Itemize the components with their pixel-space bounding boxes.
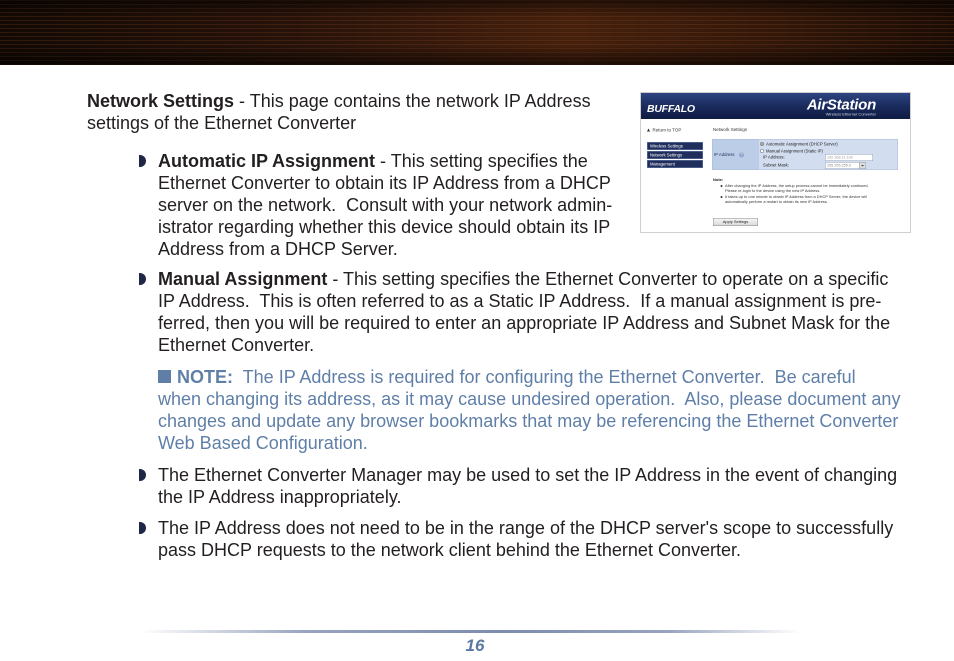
bullet-item-converter-manager xyxy=(158,464,897,508)
item-term: Automatic IP Assignment xyxy=(158,151,376,171)
text-run: ferred, then you will be required to enter an appropriate IP Address and Subnet Mask for the xyxy=(158,313,891,333)
text-line xyxy=(158,334,890,356)
text-line xyxy=(158,268,890,290)
text-line xyxy=(158,238,612,260)
text-run: - This setting specifies the xyxy=(375,151,588,171)
radio-option-automatic xyxy=(760,141,838,147)
text-line xyxy=(158,464,897,486)
intro-paragraph xyxy=(87,90,591,134)
screenshot-note-title: Note: xyxy=(713,177,724,182)
bullet-icon xyxy=(139,155,146,167)
item-term: Manual Assignment xyxy=(158,269,328,289)
return-to-top-link xyxy=(647,127,681,133)
radio-automatic-label: Automatic Assignment (DHCP Server) xyxy=(766,141,838,147)
text-run: - This page contains the network IP Address xyxy=(234,91,591,111)
text-line xyxy=(158,410,900,432)
note-label: NOTE: xyxy=(177,367,233,387)
text-line xyxy=(158,366,900,388)
text-run: Ethernet Converter. xyxy=(158,335,315,355)
nav-item-network-settings: Network Settings xyxy=(647,151,703,159)
page-number: 16 xyxy=(465,636,485,655)
bullet-dot-icon xyxy=(721,196,723,198)
text-run: pass DHCP requests to the network client behind the Ethernet Converter. xyxy=(158,540,741,560)
subnet-mask-value: 255.255.255.0 xyxy=(827,163,851,168)
screenshot-note-item xyxy=(725,195,867,205)
text-line xyxy=(87,90,591,112)
screenshot-page-title: Network Settings xyxy=(713,127,748,132)
nav-item-management: Management xyxy=(647,160,703,168)
ip-address-form xyxy=(712,139,898,170)
text-run: - This setting specifies the Ethernet Converter to operate on a specific xyxy=(327,269,889,289)
radio-automatic xyxy=(760,142,764,146)
text-line xyxy=(158,290,890,312)
bullet-item-automatic-ip-assignment xyxy=(158,150,612,260)
note-paragraph xyxy=(158,366,900,454)
apply-settings-button: Apply Settings xyxy=(713,218,758,226)
text-line xyxy=(158,150,612,172)
text-run: changes and update any browser bookmarks that may be referencing the Ethernet Converter xyxy=(158,411,899,431)
text-line xyxy=(158,539,893,561)
chevron-down-icon xyxy=(859,163,866,169)
text-line xyxy=(158,172,612,194)
bullet-item-dhcp-scope xyxy=(158,517,893,561)
text-run: Ethernet Converter to obtain its IP Address from a DHCP xyxy=(158,173,611,193)
screenshot-note-line: It takes up to one minute to obtain IP Address from a DHCP Server; the device will xyxy=(725,194,867,199)
text-run: The IP Address does not need to be in the range of the DHCP server's scope to successfully xyxy=(158,518,894,538)
text-run: IP Address. This is often referred to as a Static IP Address. If a manual assignment is pre- xyxy=(158,291,882,311)
screenshot-canvas xyxy=(641,93,910,232)
text-line xyxy=(158,216,612,238)
text-line xyxy=(158,388,900,410)
text-run: settings of the Ethernet Converter xyxy=(87,113,357,133)
text-run: Web Based Configuration. xyxy=(158,433,368,453)
screenshot-header-bar xyxy=(641,93,910,119)
subnet-mask-label: Subnet Mask: xyxy=(763,162,789,168)
bullet-item-manual-assignment xyxy=(158,268,890,356)
header-band xyxy=(0,0,954,65)
bullet-icon xyxy=(139,522,146,534)
text-run: The Ethernet Converter Manager may be used to set the IP Address in the event of changing xyxy=(158,465,898,485)
text-run: The IP Address is required for configuring the Ethernet Converter. Be careful xyxy=(233,367,856,387)
text-run: Address from a DHCP Server. xyxy=(158,239,398,259)
ip-address-field-label: IP Address xyxy=(714,152,735,157)
network-settings-screenshot xyxy=(641,93,910,232)
product-subtitle: Wireless Ethernet Converter xyxy=(825,112,876,117)
screenshot-note-item xyxy=(725,184,869,194)
help-icon: ? xyxy=(740,152,743,157)
bullet-icon xyxy=(139,469,146,481)
buffalo-logo: BUFFALO xyxy=(647,103,695,115)
airstation-logo: AirStation xyxy=(806,96,876,113)
text-line xyxy=(158,486,897,508)
text-line xyxy=(158,312,890,334)
ip-address-input: 192.168.11.100 xyxy=(825,154,873,161)
ip-address-label-cell xyxy=(713,140,759,170)
footer-rule xyxy=(140,630,800,633)
triangle-up-icon xyxy=(647,129,650,132)
radio-manual-label: Manual Assignment (Static IP) xyxy=(766,148,823,154)
bullet-icon xyxy=(139,273,146,285)
ip-address-label: IP Address: xyxy=(763,154,785,160)
text-line xyxy=(158,194,612,216)
subnet-mask-select xyxy=(825,162,866,169)
screenshot-note-line: Please re-login to the device using the new IP Address. xyxy=(725,188,821,193)
return-to-top-label: Return to TOP xyxy=(652,127,682,133)
bullet-dot-icon xyxy=(721,185,723,187)
screenshot-note-line: automatically perform a restart to obtain its new IP Address. xyxy=(725,199,828,204)
intro-term: Network Settings xyxy=(87,91,235,111)
radio-manual xyxy=(760,149,764,153)
text-line xyxy=(87,112,591,134)
text-run: when changing its address, as it may cause undesired operation. Also, please document any xyxy=(158,389,901,409)
text-run: the IP Address inappropriately. xyxy=(158,487,402,507)
text-line xyxy=(158,432,900,454)
screenshot-note-line: After changing the IP Address, the setup process cannot be immediately continued. xyxy=(725,183,869,188)
text-run: server on the network. Consult with your network admin- xyxy=(158,195,613,215)
text-line xyxy=(158,517,893,539)
nav-item-wireless-settings: Wireless Settings xyxy=(647,142,703,150)
note-square-icon xyxy=(158,370,171,383)
text-run: istrator regarding whether this device should obtain its IP xyxy=(158,217,611,237)
